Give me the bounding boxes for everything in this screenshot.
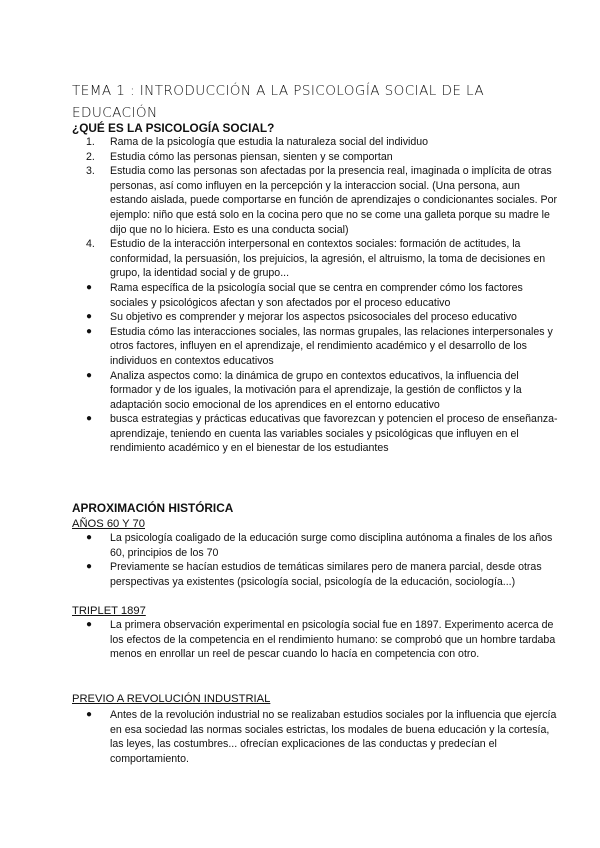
bullet-icon: ● bbox=[86, 281, 93, 293]
list-item-text: busca estrategias y prácticas educativas que favorezcan y potencien el proceso de enseñanza-aprendizaje, teniendo en cuenta las variables sociales y psicológicas que influyen en el rendimiento académico y en el bienestar de los estudiantes bbox=[110, 413, 558, 455]
list-item-text: Estudia como las personas son afectadas por la presencia real, imaginada o implícita de otras personas, así como influyen en la percepción y la interaccion social. (Una persona, aun estando aislada, puede comportarse en función de aprendizajes o condicionantes sociales. Por ejemplo: niño que está solo en la cocina pero que no se come una galleta porque su madre le dijo que no lo hiciera. Esto es una conducta social) bbox=[110, 165, 557, 236]
list-item bbox=[72, 412, 560, 456]
bullet-icon: ● bbox=[86, 619, 93, 630]
list-item-text: Su objetivo es comprender y mejorar los aspectos psicosociales del proceso educativo bbox=[110, 311, 517, 324]
page-title bbox=[72, 80, 542, 124]
list-item bbox=[72, 237, 560, 281]
title-line-1: TEMA 1 : INTRODUCCIÓN A LA PSICOLOGÍA SOCIAL DE LA bbox=[72, 83, 485, 99]
definition-list bbox=[72, 135, 560, 456]
list-number: 3. bbox=[86, 165, 95, 178]
list-item-text: Rama específica de la psicología social que se centra en comprender cómo los factores sociales y psicológicos afectan y son afectados por el proceso educativo bbox=[110, 281, 523, 309]
list-item bbox=[72, 560, 560, 589]
list-item bbox=[72, 281, 560, 310]
list-item-text: Antes de la revolución industrial no se realizaban estudios sociales por la influencia que ejercía en esa sociedad las normas sociales estrictas, los modales de buena educación y la cortesía, las leyes, las costumbres... ofrecían explicaciones de las conductas y predecían el comportamiento. bbox=[110, 709, 557, 765]
list-item-text: Rama de la psicología que estudia la naturaleza social del individuo bbox=[110, 136, 429, 148]
list-item-text: Estudia cómo las interacciones sociales, las normas grupales, las relaciones interpersonales y otros factores, influyen en el aprendizaje, el rendimiento académico y el desarrollo de los individuos en contextos educativos bbox=[110, 325, 553, 367]
list-item bbox=[72, 325, 560, 369]
list-number: 1. bbox=[86, 136, 95, 148]
bullet-icon: ● bbox=[86, 532, 93, 543]
section-heading-aproximacion-historica: APROXIMACIÓN HISTÓRICA bbox=[72, 501, 234, 515]
section-heading-psicologia-social: ¿QUÉ ES LA PSICOLOGÍA SOCIAL? bbox=[72, 121, 275, 135]
title-line-2: EDUCACIÓN bbox=[72, 105, 158, 121]
list-item bbox=[72, 164, 560, 237]
list-number: 4. bbox=[86, 238, 95, 251]
list-item bbox=[72, 618, 560, 662]
subheading-previo-revolucion: PREVIO A REVOLUCIÓN INDUSTRIAL bbox=[72, 693, 271, 705]
bullet-icon: ● bbox=[86, 369, 93, 381]
list-number: 2. bbox=[86, 150, 95, 163]
bullet-icon: ● bbox=[86, 709, 93, 720]
bullet-icon: ● bbox=[86, 311, 93, 323]
list-item-text: La psicología coaligado de la educación surge como disciplina autónoma a finales de los años 60, principios de los 70 bbox=[110, 532, 553, 559]
subheading-anos-60-70: AÑOS 60 Y 70 bbox=[72, 518, 145, 530]
bullet-icon: ● bbox=[86, 413, 93, 425]
subheading-triplet-1897: TRIPLET 1897 bbox=[72, 605, 146, 617]
previo-revolucion-list bbox=[72, 708, 560, 766]
list-item-text: Previamente se hacían estudios de temáticas similares pero de manera parcial, desde otras perspectivas ya existentes (psicología social, psicología de la educación, sociología...) bbox=[110, 561, 542, 588]
bullet-icon: ● bbox=[86, 325, 93, 337]
list-item-text: La primera observación experimental en psicología social fue en 1897. Experimento acerca de los efectos de la competencia en el rendimiento humano: se comprobó que un hombre tardaba menos en enrollar un reel de pescar cuando lo hacía en competencia con otro. bbox=[110, 619, 556, 661]
list-item bbox=[72, 708, 560, 766]
anos-60-70-list bbox=[72, 531, 560, 589]
list-item bbox=[72, 310, 560, 325]
bullet-icon: ● bbox=[86, 561, 93, 573]
list-item bbox=[72, 531, 560, 560]
triplet-list bbox=[72, 618, 560, 662]
list-item bbox=[72, 369, 560, 413]
list-item-text: Estudio de la interacción interpersonal en contextos sociales: formación de actitudes, la conformidad, la persuasión, los prejuicios, la agresión, el altruismo, la toma de decisiones en grupo, la identidad social y de grupo... bbox=[110, 238, 546, 280]
list-item bbox=[72, 135, 560, 150]
list-item bbox=[72, 150, 560, 165]
list-item-text: Estudia cómo las personas piensan, sienten y se comportan bbox=[110, 150, 393, 163]
list-item-text: Analiza aspectos como: la dinámica de grupo en contextos educativos, la influencia del formador y de los iguales, la motivación para el aprendizaje, la gestión de conflictos y la adaptación socio emocional de los aprendices en el entorno educativo bbox=[110, 369, 522, 411]
